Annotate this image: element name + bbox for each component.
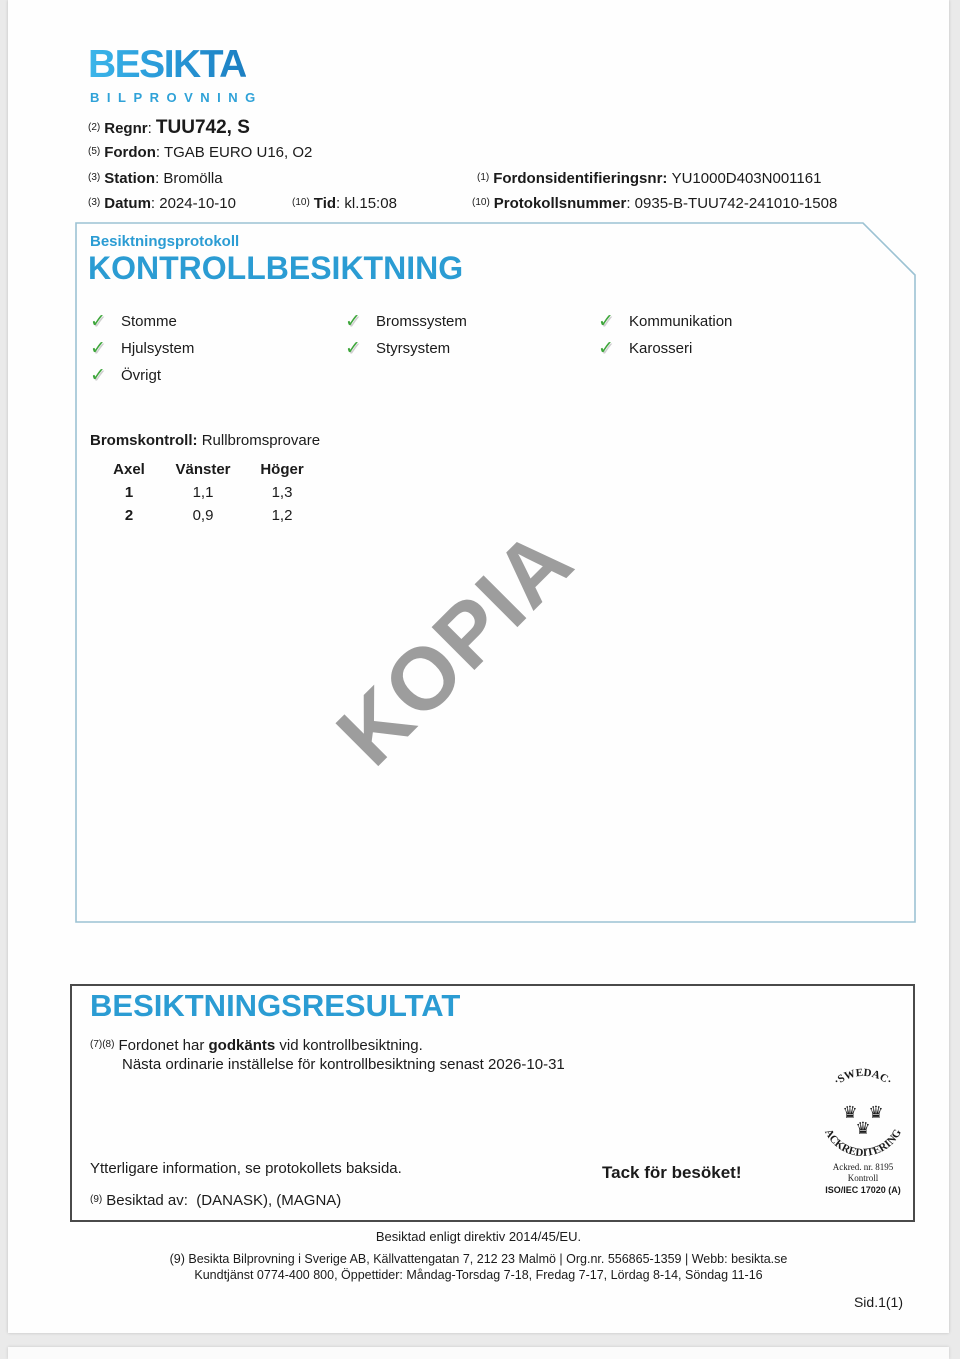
checklist-item: ✓ Hjulsystem [90,338,195,359]
checklist-item: ✓ Karosseri [598,338,693,359]
checklist-item: ✓ Stomme [90,311,177,332]
seal-kontroll: Kontroll [847,1173,879,1183]
field-ref: (3) [88,197,101,208]
besikta-logo: BESIKTA [88,43,246,86]
inspected-by [90,1192,341,1209]
field-value: YU1000D403N001161 [671,170,822,187]
field-ref: (2) [88,122,101,133]
field-label: Protokollsnummer [493,195,627,212]
checklist-column-1 [90,308,340,389]
checklist-column-3 [598,308,848,362]
checklist-item: ✓ Bromssystem [345,311,467,332]
next-page-edge [8,1347,949,1359]
field-value: 2024-10-10 [159,195,236,212]
field-label: Tid [313,195,337,212]
swedac-seal [807,1066,919,1201]
field-fordon: $^{(5)}$ Fordon: TGAB EURO U16, O2 [88,144,313,161]
footer-hours-line: Kundtjänst 0774-400 800, Öppettider: Måndag-Torsdag 7-18, Fredag 7-17, Lördag 8-14, Söndag 11-16 [194,1268,763,1282]
field-ref: (10) [292,197,310,208]
besikta-logo-subbrand: BILPROVNING [90,90,263,105]
field-station: $^{(3)}$ Station: Bromölla [88,170,223,187]
checklist-item: ✓ Övrigt [90,365,162,386]
footer-directive: Besiktad enligt direktiv 2014/45/EU. [375,1229,582,1244]
inspected-by-ref: (9) [90,1194,103,1205]
thanks-note: Tack för besöket! [602,1163,742,1182]
field-ref: (1) [477,172,490,183]
result-info: Ytterligare information, se protokollets baksida. [90,1160,402,1177]
seal-arc-top: ·SWEDAC· [831,1066,895,1088]
brake-table [98,459,318,526]
seal-iso: ISO/IEC 17020 (A) [825,1185,901,1195]
check-icon: ✓ [345,338,361,359]
inspected-by-label: Besiktad av: [106,1192,188,1209]
result-title: BESIKTNINGSRESULTAT [90,988,461,1023]
check-icon: ✓ [90,338,106,359]
field-label: Regnr [104,120,148,137]
field-protokollsnummer: $^{(10)}$ Protokollsnummer: 0935-B-TUU742-241010-1508 [472,195,838,212]
result-next-inspection: Nästa ordinarie inställelse för kontrollbesiktning senast 2026-10-31 [122,1056,565,1073]
seal-arc-bottom: ACKREDITERING [822,1127,904,1160]
footer-company-line: (9) Besikta Bilprovning i Sverige AB, Källvattengatan 7, 212 23 Malmö | Org.nr. 556865-1359 | Webb: besikta.se [169,1252,788,1266]
crown-icon: ♛ [868,1103,884,1123]
field-ref: (10) [472,197,490,208]
check-icon: ✓ [90,365,106,386]
brake-table-header: Höger [260,461,304,478]
brake-table-cell: 0,9 [192,507,214,524]
brake-table-cell: 1 [124,484,134,501]
kopia-watermark: KOPIA [317,509,592,784]
field-value: TUU742, S [155,117,250,138]
brake-table-cell: 1,2 [271,507,293,524]
check-icon: ✓ [345,311,361,332]
brake-table-cell: 1,1 [192,484,214,501]
field-label: Station [104,170,156,187]
check-icon: ✓ [598,311,614,332]
protocol-page [8,0,949,1333]
brake-table-header: Vänster [175,461,231,478]
brake-table-cell: 2 [124,507,134,524]
field-value: kl.15:08 [344,195,397,212]
result-approval-line: $^{(7)(8)}$ Fordonet har godkänts vid kontrollbesiktning. [90,1037,423,1054]
field-ref: (3) [88,172,101,183]
result-ref: (7)(8) [90,1039,115,1050]
brake-table-header: Axel [113,461,145,478]
field-tid: $^{(10)}$ Tid: kl.15:08 [292,195,397,212]
field-ref: (5) [88,146,101,157]
checklist-item: ✓ Kommunikation [598,311,733,332]
check-icon: ✓ [90,311,106,332]
approval-status: godkänts [208,1037,276,1054]
protocol-title: KONTROLLBESIKTNING [88,250,464,286]
field-value: 0935-B-TUU742-241010-1508 [634,195,838,212]
field-value: Bromölla [163,170,223,187]
crown-icon: ♛ [842,1103,858,1123]
svg-text:·SWEDAC· [832,1067,894,1088]
seal-accreditation-number: Ackred. nr. 8195 [832,1162,894,1172]
inspected-by-value: (DANASK), (MAGNA) [196,1192,342,1209]
field-label: Fordonsidentifieringsnr [493,170,663,187]
field-datum: $^{(3)}$ Datum: 2024-10-10 [88,195,236,212]
brake-table-cell: 1,3 [271,484,293,501]
protocol-kicker: Besiktningsprotokoll [90,233,240,250]
field-value: TGAB EURO U16, O2 [163,144,313,161]
checklist-column-2 [345,308,595,362]
field-fordonsid: $^{(1)}$ Fordonsidentifieringsnr: YU1000D403N001161 [477,170,822,187]
page-number: Sid.1(1) [853,1294,903,1310]
brake-section-label: Bromskontroll: Rullbromsprovare [90,432,321,449]
field-regnr: $^{(2)}$ Regnr: TUU742, S [88,117,250,138]
checklist-item: ✓ Styrsystem [345,338,451,359]
field-label: Datum [104,195,151,212]
check-icon: ✓ [598,338,614,359]
field-label: Fordon [104,144,156,161]
crown-icon: ♛ [855,1119,871,1139]
